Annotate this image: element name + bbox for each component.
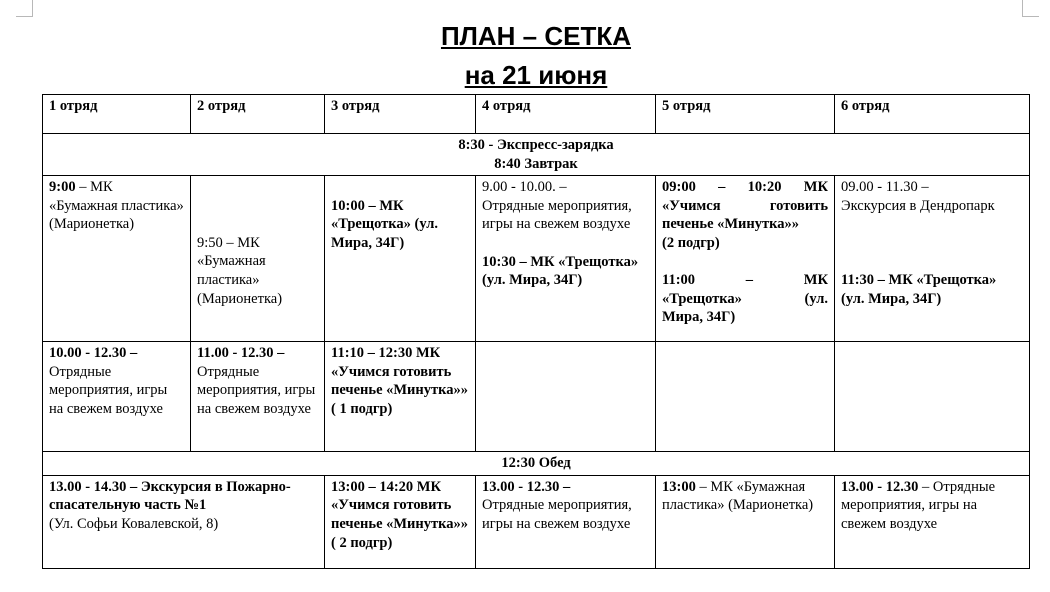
cell-r3-squad-3 — [325, 475, 476, 568]
cell-r2-squad-3 — [325, 342, 476, 452]
cell-r1-squad-5 — [656, 176, 835, 342]
header-squad-4: 4 отряд — [476, 95, 656, 134]
activity-line: «Трещотка» (ул. — [662, 290, 828, 307]
activity-text: 9:50 – МК «Бумажная пластика» (Марионетка) — [197, 234, 283, 307]
lunch-cell: 12:30 Обед — [43, 452, 1030, 476]
activity-line: печенье «Минутка»» — [662, 216, 800, 233]
activity-text: – МК «Бумажная пластика» (Марионетка) — [662, 478, 814, 514]
activity-text: Отрядные мероприятия, игры на свежем воздухе — [49, 363, 168, 417]
cell-r3-squad-4 — [476, 475, 656, 568]
page-subtitle-date: на 21 июня — [464, 60, 608, 90]
morning-common-cell — [43, 134, 1030, 176]
cell-r1-squad-4 — [476, 176, 656, 342]
time-text: 13:00 — [662, 478, 696, 495]
subgroup-text: ( 2 подгр) — [331, 534, 393, 551]
time-text: 09.00 - 11.30 – — [841, 179, 929, 196]
subgroup-text: ( 1 подгр) — [331, 400, 393, 417]
activity-text: – Отрядные мероприятия, игры на свежем воздухе — [841, 478, 996, 532]
activity-line: 11:00 – МК — [662, 272, 828, 289]
activity-line: (2 подгр) — [662, 234, 720, 251]
morning-common-row — [43, 134, 1030, 176]
exercise-text: 8:30 - Экспресс-зарядка — [458, 137, 614, 153]
cell-r1-squad-1 — [43, 176, 191, 342]
cell-r3-squad-1-2 — [43, 475, 325, 568]
cell-r3-squad-5 — [656, 475, 835, 568]
activity-text: 13:00 – 14:20 МК «Учимся готовить печенье «Минутка»» — [331, 478, 469, 532]
activity-line: Мира, 34Г) — [662, 309, 736, 326]
breakfast-text: 8:40 Завтрак — [494, 155, 578, 172]
header-squad-2: 2 отряд — [191, 95, 325, 134]
activity-text: 10:00 – МК «Трещотка» (ул. Мира, 34Г) — [331, 197, 439, 251]
time-text: 13.00 - 12.30 – — [482, 478, 571, 495]
header-row — [43, 95, 1030, 134]
cell-r1-squad-2 — [191, 176, 325, 342]
cell-r1-squad-3 — [325, 176, 476, 342]
header-squad-6: 6 отряд — [835, 95, 1030, 134]
time-text: 10.00 - 12.30 – — [49, 345, 138, 362]
time-text: 11.00 - 12.30 – — [197, 345, 285, 362]
schedule-row-2 — [43, 342, 1030, 452]
page-title: ПЛАН – СЕТКА — [440, 21, 632, 51]
header-squad-3: 3 отряд — [325, 95, 476, 134]
cell-r2-squad-1 — [43, 342, 191, 452]
activity-text: 10:30 – МК «Трещотка» (ул. Мира, 34Г) — [482, 253, 639, 289]
cell-r3-squad-6 — [835, 475, 1030, 568]
cell-r2-squad-5 — [656, 342, 835, 452]
activity-text: – МК «Бумажная пластика» (Марионетка) — [49, 179, 184, 233]
cell-r2-squad-4 — [476, 342, 656, 452]
address-text: (Ул. Софьи Ковалевской, 8) — [49, 515, 219, 532]
schedule-table — [42, 94, 1030, 569]
activity-line: 11:30 – МК «Трещотка» — [841, 271, 997, 288]
activity-line: «Учимся готовить — [662, 197, 828, 214]
activity-text: Экскурсия в Дендропарк — [841, 197, 995, 214]
time-text: 9.00 - 10.00. – — [482, 179, 567, 196]
time-text: 13.00 - 12.30 — [841, 478, 919, 495]
activity-text: Отрядные мероприятия, игры на свежем воздухе — [197, 363, 316, 417]
page-corner-mark-right — [1022, 0, 1039, 17]
header-squad-1: 1 отряд — [43, 95, 191, 134]
time-text: 9:00 — [49, 179, 76, 196]
activity-line: (ул. Мира, 34Г) — [841, 290, 942, 307]
schedule-row-3 — [43, 475, 1030, 568]
lunch-row — [43, 452, 1030, 476]
header-squad-5: 5 отряд — [656, 95, 835, 134]
activity-line: 09:00 – 10:20 МК — [662, 179, 828, 196]
activity-text: 11:10 – 12:30 МК «Учимся готовить печенье «Минутка»» — [331, 345, 469, 399]
page-corner-mark-left — [16, 0, 33, 17]
activity-text: Отрядные мероприятия, игры на свежем воздухе — [482, 497, 632, 532]
activity-text: 13.00 - 14.30 – Экскурсия в Пожарно-спасательную часть №1 — [49, 478, 291, 514]
cell-r1-squad-6 — [835, 176, 1030, 342]
activity-text: Отрядные мероприятия, игры на свежем воздухе — [482, 197, 632, 233]
cell-r2-squad-6 — [835, 342, 1030, 452]
schedule-row-1 — [43, 176, 1030, 342]
cell-r2-squad-2 — [191, 342, 325, 452]
